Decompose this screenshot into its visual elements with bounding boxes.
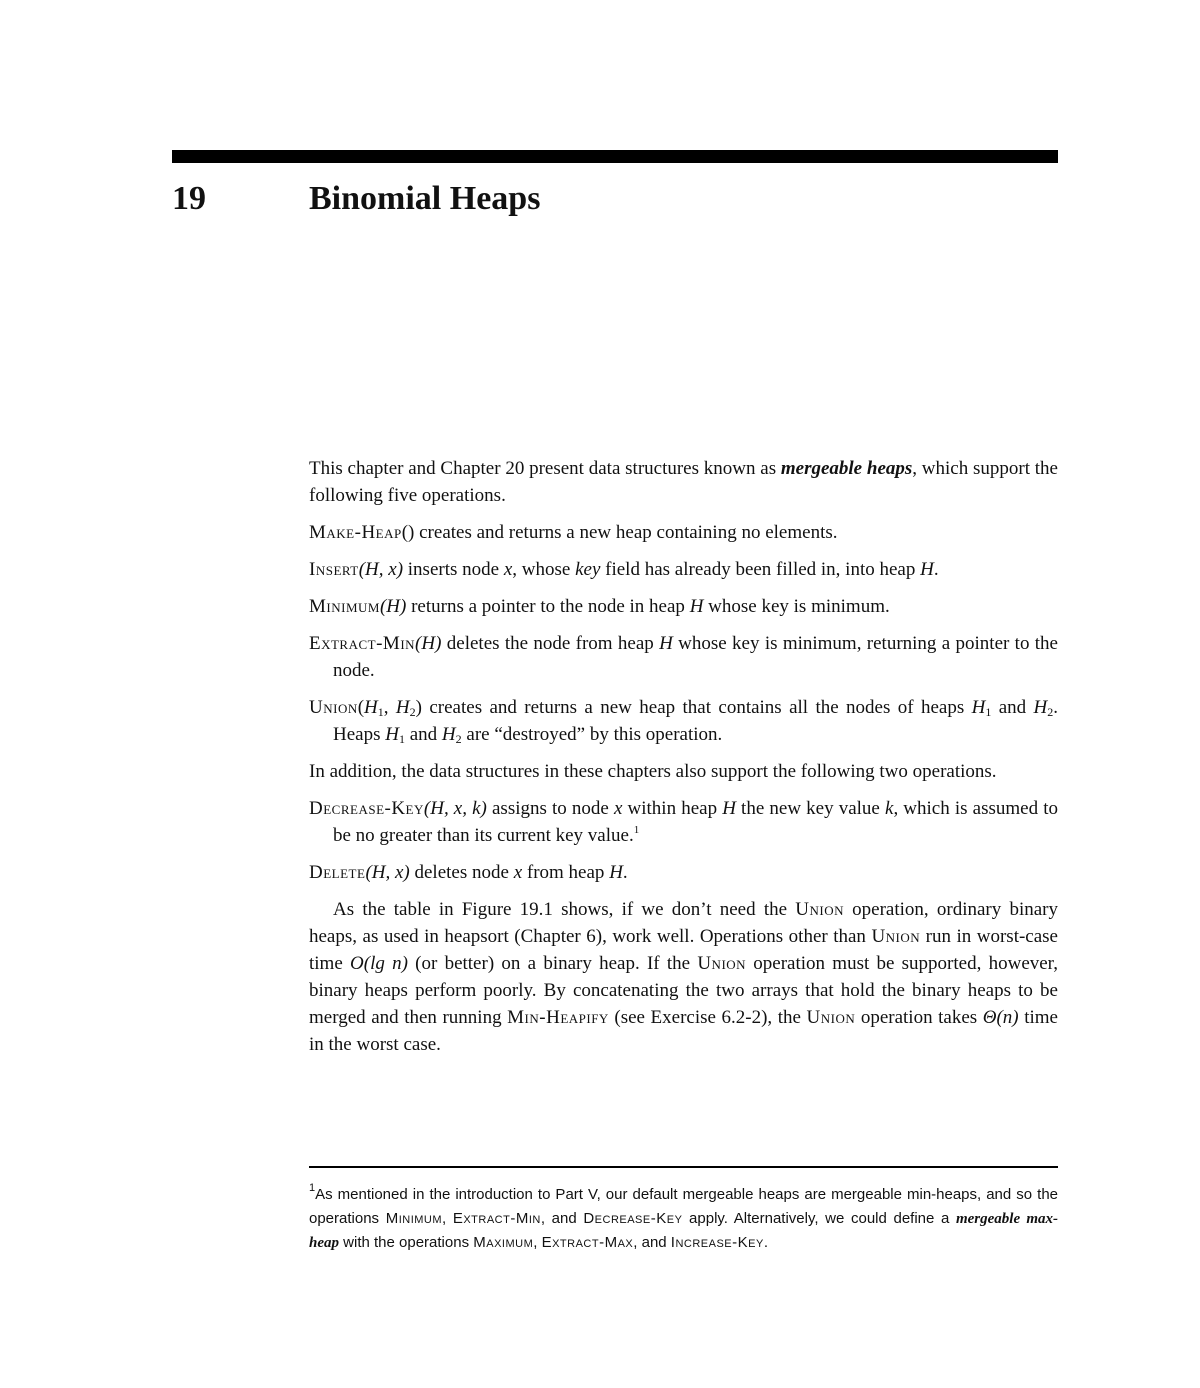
op-ref: Min-Heapify <box>507 1007 609 1028</box>
chapter-number: 19 <box>172 180 206 217</box>
op-ref: Extract-Min <box>452 1210 541 1227</box>
var-h: H <box>385 724 399 745</box>
op-desc: within heap <box>622 798 723 819</box>
op-desc: whose key is minimum. <box>703 596 890 617</box>
op-ref: Increase-Key <box>670 1234 764 1251</box>
subscript: 1 <box>377 705 384 719</box>
op-args: (H, x) <box>365 862 410 883</box>
var-h: H <box>609 862 623 883</box>
op-name: Extract-Min <box>309 633 416 654</box>
intro-text-end: , which support the following five operations. <box>309 458 1058 506</box>
op-desc: . <box>933 559 939 580</box>
subscript: 2 <box>1047 705 1054 719</box>
op-args: (H) <box>415 633 442 654</box>
op-make-heap <box>309 519 1058 546</box>
op-desc: , whose <box>512 559 576 580</box>
field-key: key <box>575 559 601 580</box>
op-desc: the new key value <box>735 798 885 819</box>
footnote-rule <box>309 1166 1058 1168</box>
paren-close: ) <box>415 697 422 718</box>
op-ref: Union <box>795 899 844 920</box>
op-name: Delete <box>309 862 366 883</box>
op-ref: Union <box>871 926 921 947</box>
addition-paragraph: In addition, the data structures in these chapters also support the following two operations. <box>309 761 997 782</box>
chapter-body <box>309 455 1058 1058</box>
op-args: (H, x, k) <box>423 798 487 819</box>
var-x: x <box>513 862 523 883</box>
var-h: H <box>1033 697 1048 718</box>
var-h: H <box>920 559 934 580</box>
op-desc: deletes the node from heap <box>441 633 660 654</box>
text: operation takes <box>855 1007 983 1028</box>
op-ref: Maximum <box>473 1234 534 1251</box>
subscript: 1 <box>398 732 405 746</box>
op-desc: are “destroyed” by this operation. <box>461 724 723 745</box>
op-name: Union <box>309 697 358 718</box>
var-h: H <box>364 697 378 718</box>
var-h: H <box>659 633 673 654</box>
op-desc: and <box>991 697 1034 718</box>
text: , <box>533 1234 542 1251</box>
text: , <box>442 1210 453 1227</box>
op-union <box>309 694 1058 748</box>
op-insert <box>309 556 1058 583</box>
op-desc: . Heaps <box>333 697 1059 745</box>
op-ref: Union <box>697 953 747 974</box>
op-ref: Decrease-Key <box>583 1210 683 1227</box>
var-x: x <box>613 798 623 819</box>
text: , and <box>540 1210 584 1227</box>
intro-text: This chapter and Chapter 20 present data structures known as <box>309 458 781 479</box>
footnote-mark: 1 <box>309 1182 316 1194</box>
footnote-marker[interactable]: 1 <box>633 824 640 836</box>
op-desc: creates and returns a new heap containing no elements. <box>414 522 838 543</box>
op-desc: deletes node <box>409 862 514 883</box>
var-h: H <box>971 697 986 718</box>
var-h: H <box>395 697 410 718</box>
text: run in worst-case time <box>309 926 1058 974</box>
term-mergeable-heaps: mergeable heaps <box>780 458 913 479</box>
text: As mentioned in the introduction to Part V, our default mergeable heaps are mergeable min-heaps, and so the operations <box>309 1186 1058 1227</box>
op-name: Insert <box>309 559 359 580</box>
var-h: H <box>722 798 736 819</box>
op-ref: Minimum <box>385 1210 443 1227</box>
op-desc: inserts node <box>403 559 504 580</box>
op-args: (H, x) <box>358 559 404 580</box>
op-name: Decrease-Key <box>309 798 424 819</box>
chapter-top-rule <box>172 150 1058 163</box>
math-theta: Θ(n) <box>982 1007 1019 1028</box>
footnote <box>309 1183 1058 1255</box>
op-sig: () <box>401 522 415 543</box>
op-desc: whose key is minimum, returning a pointer to the node. <box>333 633 1058 681</box>
op-desc: . <box>622 862 628 883</box>
subscript: 2 <box>455 732 462 746</box>
op-desc: field has already been filled in, into heap <box>600 559 921 580</box>
term-mergeable-max-heap: mergeable max-heap <box>309 1211 1059 1251</box>
op-name: Minimum <box>309 596 380 617</box>
text: with the operations <box>339 1234 474 1251</box>
op-desc: , which is assumed to be no greater than its current key value. <box>333 798 1058 846</box>
text: time in the worst case. <box>309 1007 1058 1055</box>
text: (see Exercise 6.2-2), the <box>608 1007 807 1028</box>
op-desc: creates and returns a new heap that contains all the nodes of heaps <box>421 697 972 718</box>
op-name: Make-Heap <box>309 522 402 543</box>
text: operation, ordinary binary heaps, as used in heapsort (Chapter 6), work well. Operations other than <box>309 899 1059 947</box>
text: . <box>763 1234 768 1251</box>
op-decrease-key <box>309 795 1058 849</box>
discussion-paragraph <box>309 896 1058 1058</box>
text: , and <box>633 1234 671 1251</box>
paren-open: ( <box>357 697 365 718</box>
var-k: k <box>885 798 894 819</box>
op-desc: assigns to node <box>486 798 614 819</box>
text: As the table in Figure 19.1 shows, if we don’t need the <box>333 899 796 920</box>
op-ref: Extract-Max <box>541 1234 634 1251</box>
text: (or better) on a binary heap. If the <box>407 953 698 974</box>
chapter-title: Binomial Heaps <box>309 180 541 217</box>
comma: , <box>383 697 396 718</box>
var-h: H <box>689 596 704 617</box>
op-desc: from heap <box>522 862 610 883</box>
var-x: x <box>503 559 513 580</box>
subscript: 2 <box>409 705 416 719</box>
op-desc: and <box>404 724 442 745</box>
op-args: (H) <box>379 596 407 617</box>
math-big-o: O(lg n) <box>350 953 408 974</box>
subscript: 1 <box>985 705 992 719</box>
var-h: H <box>441 724 456 745</box>
text: operation must be supported, however, binary heaps perform poorly. By concatenating the two arrays that hold the binary heaps to be merged and then running <box>309 953 1058 1028</box>
op-ref: Union <box>806 1007 856 1028</box>
op-delete <box>309 859 1058 886</box>
text: apply. Alternatively, we could define a <box>682 1210 956 1227</box>
op-desc: returns a pointer to the node in heap <box>406 596 690 617</box>
op-extract-min <box>309 630 1058 684</box>
op-minimum <box>309 593 1058 620</box>
intro-paragraph <box>309 455 1058 509</box>
